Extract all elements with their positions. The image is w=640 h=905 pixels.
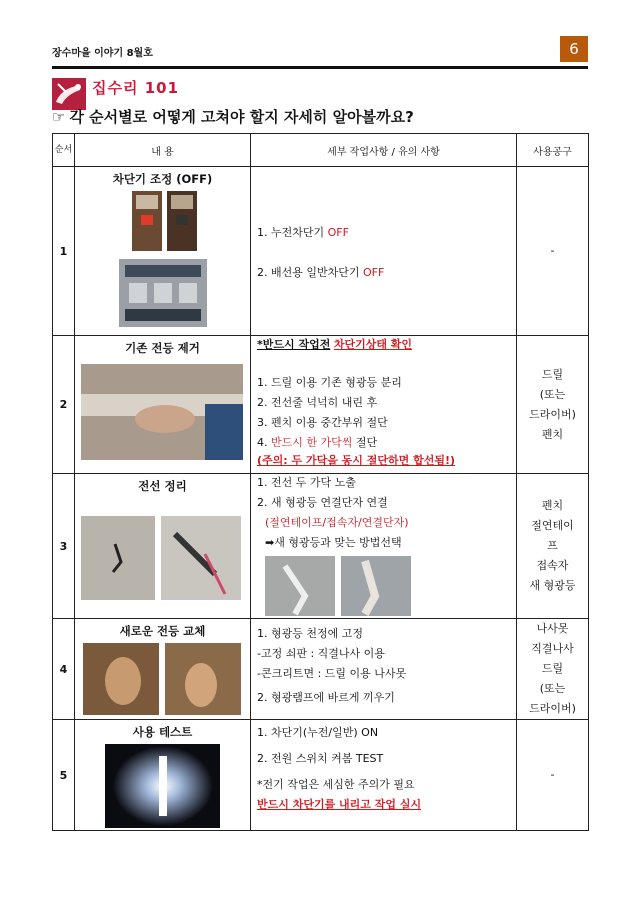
step-detail (251, 474, 517, 619)
detail-line-4: ➡새 형광등과 맞는 방법선택 (265, 536, 402, 549)
tool-item: 접속자 (536, 559, 569, 572)
headline-text: 각 순서별로 어떻게 고쳐야 할지 자세히 알아볼까요? (69, 108, 414, 126)
detail-line-4-suffix: 절단 (355, 436, 378, 449)
tool-item: 프 (547, 539, 558, 552)
tools-cell: - (517, 167, 589, 336)
step-title: 전선 정리 (138, 479, 187, 493)
tools-cell (517, 474, 589, 619)
detail-line-4-red: 반드시 한 가닥씩 (271, 436, 353, 449)
connector-photos (265, 556, 415, 618)
step-content (75, 720, 251, 831)
tool-item: 드릴 (541, 662, 564, 675)
header-detail: 세부 작업사항 / 유의 사항 (251, 134, 517, 167)
note-red: 차단기상태 확인 (333, 338, 413, 351)
detail-line-1: 1. 차단기(누전/일반) ON (257, 726, 379, 739)
tool-item: 직결나사 (531, 642, 574, 655)
detail-line-4-red: 반드시 차단기를 내리고 작업 실시 (257, 798, 422, 811)
table-header-row (53, 134, 589, 167)
detail-line-2: 2. 전원 스위치 켜봄 TEST (257, 752, 384, 765)
step-detail (251, 720, 517, 831)
step-number: 2 (53, 336, 75, 474)
tools-cell: - (517, 720, 589, 831)
breaker-photo-top (75, 187, 250, 257)
tool-item: (또는 (539, 682, 566, 695)
header-content: 내 용 (75, 134, 251, 167)
step-number: 3 (53, 474, 75, 619)
repair-steps-table (52, 133, 589, 831)
tool-item: (또는 (539, 387, 566, 401)
step-detail (251, 336, 517, 474)
table-row (53, 336, 589, 474)
detail-line-1: 1. 드릴 이용 기존 형광등 분리 (257, 376, 402, 389)
step-content (75, 619, 251, 720)
lamp-test-photo (75, 742, 250, 830)
tool-item: 펜치 (541, 499, 564, 512)
wire-photos (75, 514, 250, 604)
detail-line-1-off: OFF (327, 226, 349, 239)
step-detail (251, 619, 517, 720)
detail-line-2: 2. 배선용 일반차단기 (257, 266, 360, 279)
tools-cell (517, 619, 589, 720)
table-row (53, 167, 589, 336)
step-number: 1 (53, 167, 75, 336)
tool-item: 나사못 (536, 622, 569, 635)
header-tools: 사용공구 (517, 134, 589, 167)
header-rule (52, 66, 588, 69)
detail-line-4: 2. 형광램프에 바르게 끼우기 (257, 691, 395, 704)
step-detail (251, 167, 517, 336)
publication-title: 장수마을 이야기 8월호 (52, 48, 153, 59)
detail-line-3: *전기 작업은 세심한 주의가 필요 (257, 778, 415, 791)
detail-line-2: 2. 전선줄 넉넉히 내린 후 (257, 396, 378, 409)
detail-line-2: -고정 쇠판 : 직결나사 이용 (257, 647, 385, 660)
tool-item: 절연테이 (531, 519, 574, 532)
tool-item: 드라이버) (529, 407, 576, 421)
page-header (52, 36, 588, 64)
page-number-badge: 6 (560, 36, 588, 62)
tools-cell (517, 336, 589, 474)
step-title: 새로운 전등 교체 (119, 624, 206, 638)
tool-item: 드릴 (541, 367, 564, 381)
table-row (53, 720, 589, 831)
fixture-removal-photo (75, 364, 250, 464)
detail-line-1: 1. 형광등 천정에 고정 (257, 627, 363, 640)
page-headline (52, 106, 414, 127)
step-title: 차단기 조정 (OFF) (112, 172, 213, 186)
step-number: 4 (53, 619, 75, 720)
tool-item: 드라이버) (529, 702, 576, 715)
detail-line-3: 3. 펜치 이용 중간부위 절단 (257, 416, 388, 429)
section-title: 집수리 101 (92, 79, 180, 97)
tool-item: 펜치 (541, 427, 564, 441)
tool-item: 새 형광등 (529, 579, 576, 592)
detail-line-2-off: OFF (363, 266, 385, 279)
warning-text: (주의: 두 가닥을 동시 절단하면 합선됨!) (257, 454, 456, 467)
header-seq: 순서 (53, 134, 75, 167)
detail-line-3: -콘크리트면 : 드릴 이용 나사못 (257, 667, 407, 680)
detail-line-1: 1. 전선 두 가닥 노출 (257, 476, 356, 489)
step-content (75, 167, 251, 336)
step-title: 기존 전등 제거 (125, 341, 200, 355)
detail-line-2: 2. 새 형광등 연결단자 연결 (257, 496, 388, 509)
breaker-photo-bottom (75, 257, 250, 329)
detail-line-3: (절연테이프/접속자/연결단자) (265, 516, 409, 529)
pointing-hand-icon: ☞ (52, 108, 66, 126)
table-row (53, 474, 589, 619)
table-row (53, 619, 589, 720)
install-photos (75, 641, 250, 717)
detail-line-1: 1. 누전차단기 (257, 226, 325, 239)
step-number: 5 (53, 720, 75, 831)
step-title: 사용 테스트 (132, 725, 193, 739)
detail-line-4-prefix: 4. (257, 436, 268, 449)
note-prefix: *반드시 작업전 (257, 338, 331, 351)
step-content (75, 336, 251, 474)
step-content (75, 474, 251, 619)
